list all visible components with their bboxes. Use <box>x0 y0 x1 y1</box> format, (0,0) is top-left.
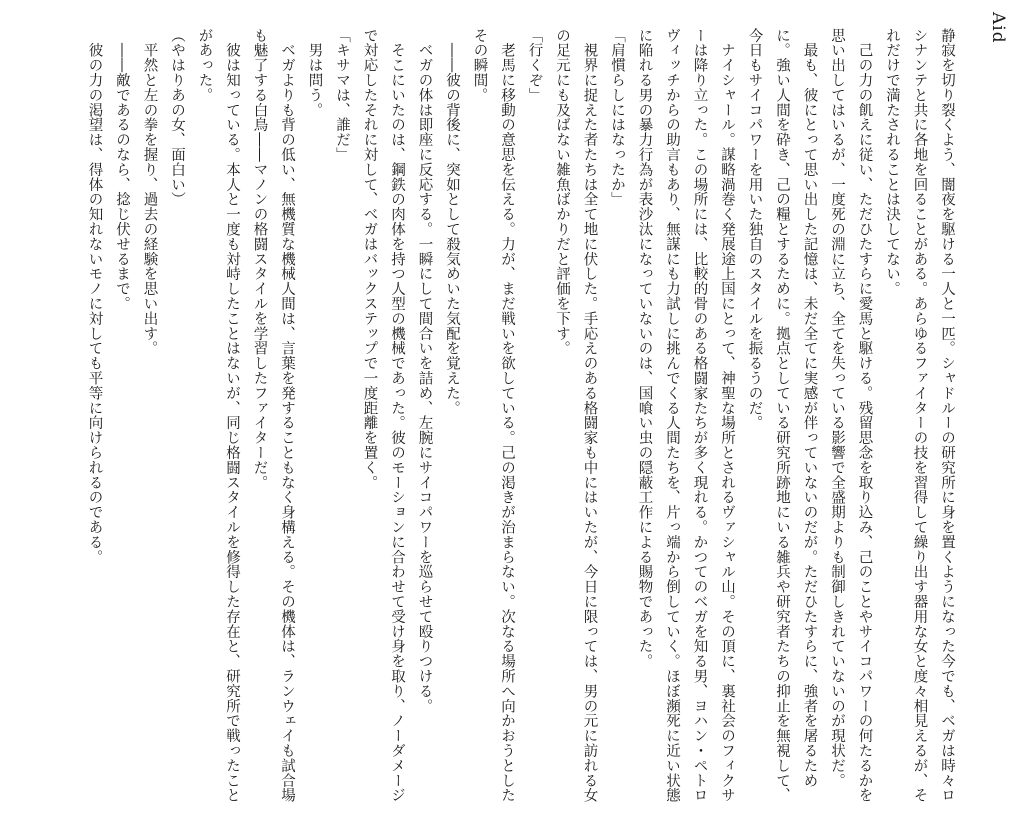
dialogue-line: 「キサマは、誰だ」 <box>334 28 350 163</box>
paragraph: 彼は知っている。本人と一度も対峙したことはないが、同じ格闘スタイルを修得した存在と、研究所で戦ったことがあった。 <box>196 28 240 803</box>
paragraph: 彼の力の渇望は、得体の知れないモノに対しても平等に向けられるのである。 <box>86 28 103 565</box>
dialogue-line: 「行くぞ」 <box>526 28 543 103</box>
story-body <box>8 28 960 813</box>
paragraph: 最も、彼にとって思い出した記憶は、未だ全てに実感が伴っていないのだが。ただひたすらに、強者を屠るために。強い人間を砕き、己の糧とするために。拠点としている研究所跡地にいる雑兵や研究者たちの抑止を無視して、今日もサイコパワーを用いた独自のスタイルを振るうのだ。 <box>746 28 818 803</box>
story-title: Aid <box>988 12 1008 44</box>
paragraph: ベガよりも背の低い、無機質な機械人間は、言葉を発することもなく身構える。その機体は、ランウェイも試合場も魅了する白鳥――マノンの格闘スタイルを学習したファイターだ。 <box>251 28 295 803</box>
paragraph: 平然と左の拳を握り、過去の経験を思い出す。 <box>141 28 158 356</box>
dialogue-line: 「肩慣らしにはなったか」 <box>609 28 625 207</box>
paragraph: 静寂を切り裂くよう、闇夜を駆ける一人と一匹。シャドルーの研究所に身を置くようになった今でも、ベガは時々ロシナンテと共に各地を回ることがある。あらゆるファイターの技を習得して繰り出す器用な女と度々相見えるが、それだけで満たされることは決してない。 <box>884 28 955 803</box>
paragraph: 己の力の飢えに従い、ただひたすらに愛馬と駆ける。残留思念を取り込み、己のことやサイコパワーの何たるかを思い出してはいるが、一度死の淵に立ち、全てを失っている影響で全盛期よりも制御しきれていないのが現状だ。 <box>829 28 873 803</box>
inner-thought-line: （やはりあの女、面白い） <box>169 28 185 207</box>
paragraph: そこにいたのは、鋼鉄の肉体を持つ人型の機械であった。彼のモーションに合わせて受け身を取り、ノーダメージで対応したそれに対して、ベガはバックステップで一度距離を置く。 <box>361 28 405 803</box>
paragraph: ――彼の背後に、突如として殺気めいた気配を覚えた。 <box>444 28 460 416</box>
paragraph: ――敵であるのなら、捻じ伏せるまで。 <box>114 28 130 312</box>
paragraph: 男は問う。 <box>306 28 323 118</box>
paragraph: ナイシャール。謀略渦巻く発展途上国にとって、神聖な場所とされるヴァシャル山。その頂に、裏社会のフィクサーは降り立った。この場所には、比較的骨のある格闘家たちが多く現れる。かつてのベガを知る男、ヨハン・ペトロヴィッチからの助言もあり、無謀にも力試しに挑んでくる人間たちを、片っ端から倒していく。ほぼ瀕死に近い状態に陥れる男の暴力行為が表沙汰になっていないのは、国喰い虫の隠蔽工作による賜物であった。 <box>636 28 735 803</box>
paragraph: 老馬に移動の意思を伝える。力が、まだ戦いを欲している。己の渇きが治まらない。次なる場所へ向かおうとしたその瞬間。 <box>471 28 515 803</box>
paragraph: ベガの体は即座に反応する。一瞬にして間合いを詰め、左腕にサイコパワーを巡らせて殴りつける。 <box>416 28 433 714</box>
paragraph: 視界に捉えた者たちは全て地に伏した。手応えのある格闘家も中にはいたが、今日に限っては、男の元に訪れる女の足元にも及ばない雑魚ばかりだと評価を下す。 <box>554 28 598 803</box>
